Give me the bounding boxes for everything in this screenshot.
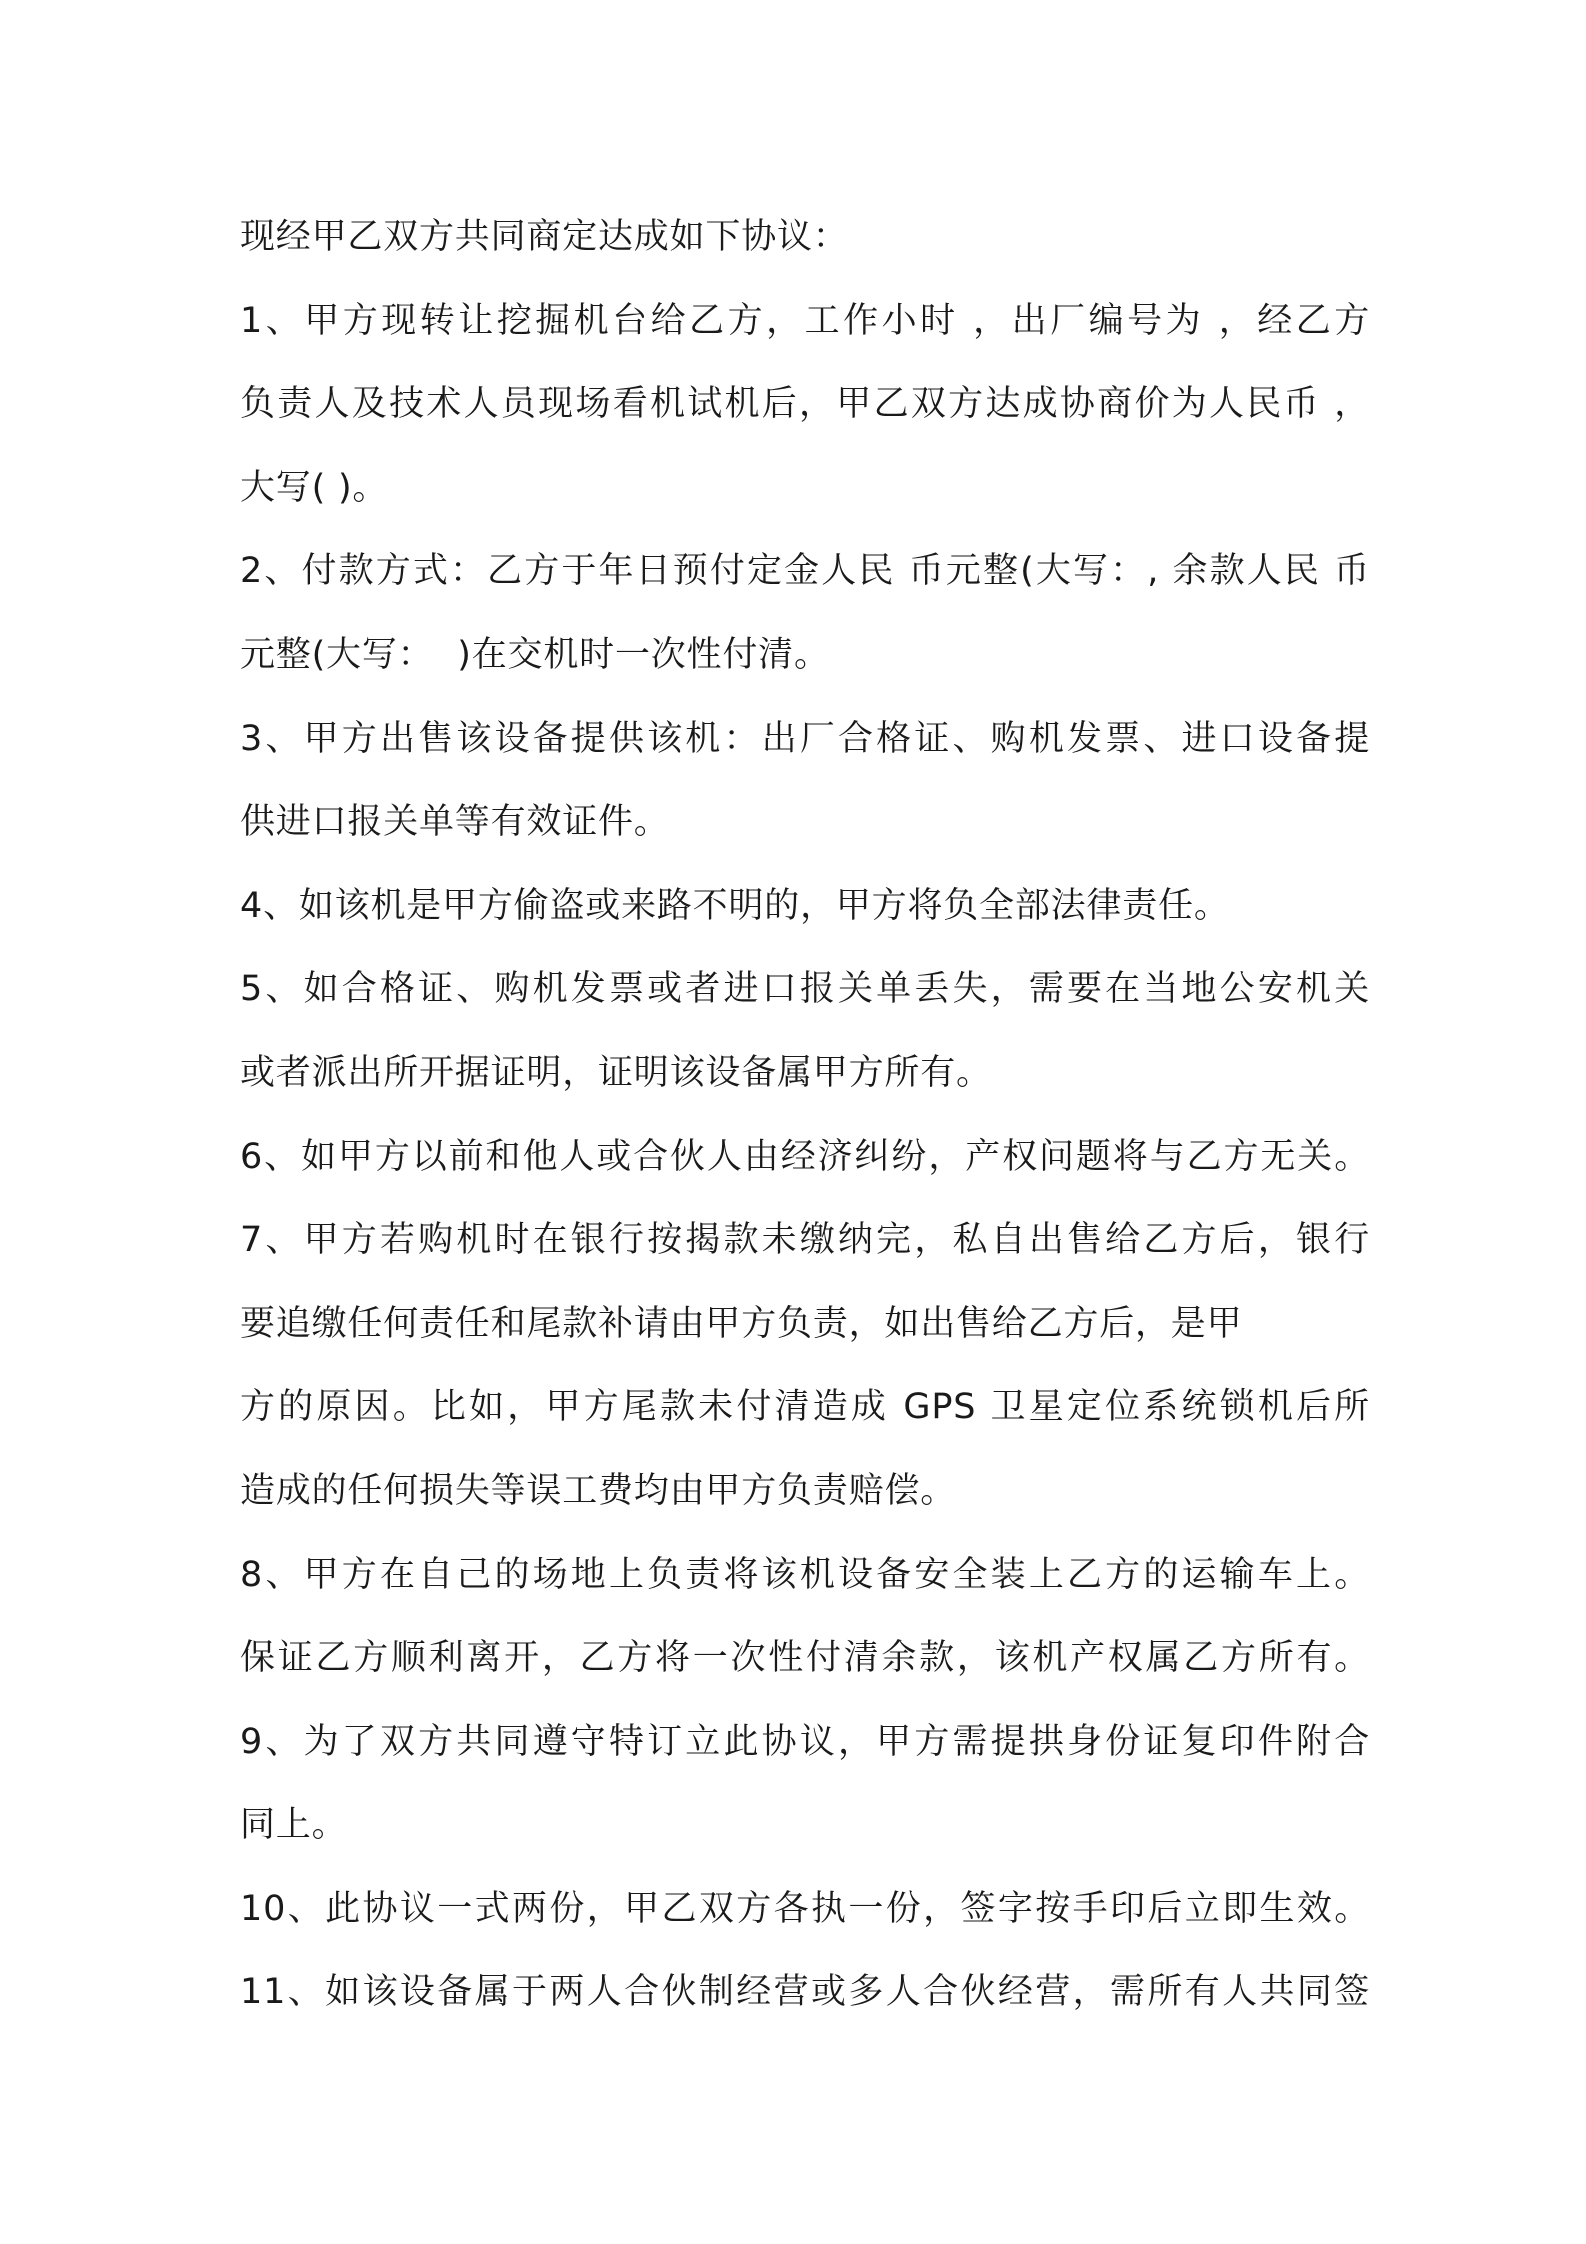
clause-4-line-1: 4、如该机是甲方偷盗或来路不明的，甲方将负全部法律责任。: [240, 885, 1230, 926]
clause-5-line-2: 或者派出所开据证明，证明该设备属甲方所有。: [240, 1052, 992, 1093]
clause-10-line-1: 10、此协议一式两份，甲乙双方各执一份，签字按手印后立即生效。: [240, 1888, 1370, 1929]
clause-5-line-1: 5、如合格证、购机发票或者进口报关单丢失，需要在当地公安机关: [240, 969, 1370, 1010]
clause-7-line-1: 7、甲方若购机时在银行按揭款未缴纳完，私自出售给乙方后，银行: [240, 1220, 1370, 1261]
clause-3-line-2: 供进口报关单等有效证件。: [240, 802, 670, 843]
clause-3-line-1: 3、甲方出售该设备提供该机：出厂合格证、购机发票、进口设备提: [240, 718, 1370, 759]
clause-1-line-2: 负责人及技术人员现场看机试机后，甲乙双方达成协商价为人民币 ，: [240, 384, 1370, 425]
clause-2-line-2: 元整(大写： )在交机时一次性付清。: [240, 634, 830, 675]
clause-11-line-1: 11、如该设备属于两人合伙制经营或多人合伙经营，需所有人共同签: [240, 1972, 1370, 2013]
clause-6-line-1: 6、如甲方以前和他人或合伙人由经济纠纷，产权问题将与乙方无关。: [240, 1136, 1370, 1177]
clause-9-line-1: 9、为了双方共同遵守特订立此协议，甲方需提拱身份证复印件附合: [240, 1721, 1370, 1762]
clause-9-line-2: 同上。: [240, 1805, 348, 1846]
clause-7-line-4: 造成的任何损失等误工费均由甲方负责赔偿。: [240, 1470, 957, 1511]
clause-8-line-1: 8、甲方在自己的场地上负责将该机设备安全装上乙方的运输车上。: [240, 1554, 1370, 1595]
agreement-body: [240, 196, 1370, 2035]
clause-1-line-3: 大写( )。: [240, 467, 389, 508]
intro-line: 现经甲乙双方共同商定达成如下协议：: [240, 217, 849, 257]
clause-8-line-2: 保证乙方顺利离开，乙方将一次性付清余款，该机产权属乙方所有。: [240, 1638, 1370, 1679]
clause-7-line-3: 方的原因。比如，甲方尾款未付清造成 GPS 卫星定位系统锁机后所: [240, 1387, 1370, 1428]
clause-1-line-1: 1、甲方现转让挖掘机台给乙方，工作小时 ，出厂编号为 ，经乙方: [240, 300, 1370, 341]
clause-7-line-2: 要追缴任何责任和尾款补请由甲方负责，如出售给乙方后，是甲: [240, 1303, 1243, 1344]
clause-2-line-1: 2、付款方式：乙方于年日预付定金人民 币元整(大写：, 余款人民 币: [240, 551, 1370, 592]
